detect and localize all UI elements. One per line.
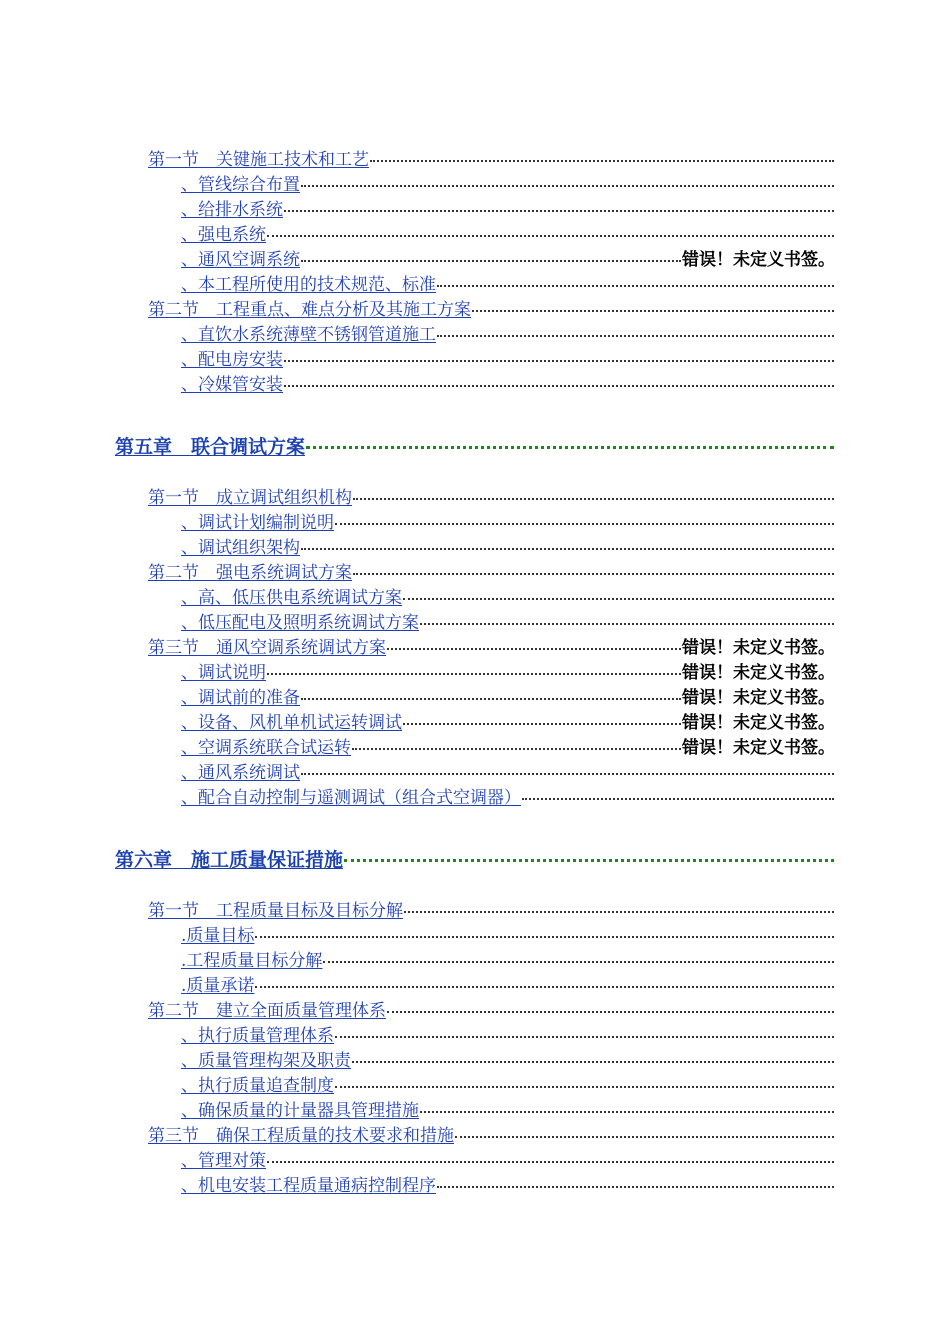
toc-item-entry[interactable] <box>181 511 835 535</box>
dot-leader <box>301 773 834 775</box>
toc-section-entry[interactable] <box>148 636 835 660</box>
toc-item-entry[interactable] <box>181 786 835 810</box>
bookmark-error-text: 错误！未定义书签。 <box>682 688 835 708</box>
dot-leader <box>323 961 834 963</box>
toc-item-entry[interactable] <box>181 1049 835 1073</box>
toc-entry-link[interactable]: 、高、低压供电系统调试方案 <box>181 588 402 608</box>
dot-leader <box>404 911 834 913</box>
toc-entry-link[interactable]: 、配合自动控制与遥测调试（组合式空调器） <box>181 788 521 808</box>
toc-entry-link[interactable]: 、机电安装工程质量通病控制程序 <box>181 1176 436 1196</box>
toc-item-entry[interactable] <box>181 223 835 247</box>
dot-leader <box>335 1086 834 1088</box>
toc-item-entry[interactable] <box>181 611 835 635</box>
dot-leader <box>420 1111 834 1113</box>
toc-item-entry[interactable] <box>181 686 835 710</box>
dot-leader <box>301 185 834 187</box>
toc-item-entry[interactable] <box>181 586 835 610</box>
toc-chapter-entry[interactable] <box>115 846 835 874</box>
toc-entry-link[interactable]: 第二节 工程重点、难点分析及其施工方案 <box>148 300 471 320</box>
toc-section-entry[interactable] <box>148 999 835 1023</box>
toc-entry-link[interactable]: 、通风系统调试 <box>181 763 300 783</box>
toc-entry-link[interactable]: 、管线综合布置 <box>181 175 300 195</box>
bookmark-error-text: 错误！未定义书签。 <box>682 713 835 733</box>
toc-entry-link[interactable]: .工程质量目标分解 <box>181 951 323 971</box>
toc-item-entry[interactable] <box>181 323 835 347</box>
dot-leader <box>344 859 834 862</box>
toc-item-entry[interactable] <box>181 1099 835 1123</box>
bookmark-error-text: 错误！未定义书签。 <box>682 663 835 683</box>
dot-leader <box>420 623 834 625</box>
dot-leader <box>387 648 681 650</box>
toc-item-entry[interactable] <box>181 736 835 760</box>
toc-entry-link[interactable]: 第三节 通风空调系统调试方案 <box>148 638 386 658</box>
dot-leader <box>306 446 834 449</box>
toc-entry-link[interactable]: 、调试组织架构 <box>181 538 300 558</box>
dot-leader <box>284 210 834 212</box>
toc-section-entry[interactable] <box>148 486 835 510</box>
toc-entry-link[interactable]: 第一节 成立调试组织机构 <box>148 488 352 508</box>
toc-entry-link[interactable]: 、设备、风机单机试运转调试 <box>181 713 402 733</box>
toc-chapter-entry[interactable] <box>115 433 835 461</box>
toc-item-entry[interactable] <box>181 1024 835 1048</box>
toc-item-entry[interactable] <box>181 761 835 785</box>
dot-leader <box>455 1136 834 1138</box>
toc-item-entry[interactable] <box>181 348 835 372</box>
toc-section-entry[interactable] <box>148 899 835 923</box>
dot-leader <box>472 310 834 312</box>
toc-entry-link[interactable]: 、调试前的准备 <box>181 688 300 708</box>
toc-entry-link[interactable]: 、质量管理构架及职责 <box>181 1051 351 1071</box>
dot-leader <box>403 598 834 600</box>
bookmark-error-text: 错误！未定义书签。 <box>682 638 835 658</box>
toc-entry-link[interactable]: 、直饮水系统薄壁不锈钢管道施工 <box>181 325 436 345</box>
dot-leader <box>267 673 681 675</box>
toc-entry-link[interactable]: 第一节 关键施工技术和工艺 <box>148 150 369 170</box>
toc-section-entry[interactable] <box>148 561 835 585</box>
dot-leader <box>353 573 834 575</box>
dot-leader <box>437 335 834 337</box>
toc-item-entry[interactable] <box>181 949 835 973</box>
toc-item-entry[interactable] <box>181 373 835 397</box>
dot-leader <box>370 160 834 162</box>
dot-leader <box>301 548 834 550</box>
toc-item-entry[interactable] <box>181 248 835 272</box>
toc-entry-link[interactable]: 、确保质量的计量器具管理措施 <box>181 1101 419 1121</box>
toc-section-entry[interactable] <box>148 298 835 322</box>
toc-item-entry[interactable] <box>181 711 835 735</box>
toc-entry-link[interactable]: 、调试计划编制说明 <box>181 513 334 533</box>
toc-entry-link[interactable]: 、空调系统联合试运转 <box>181 738 351 758</box>
bookmark-error-text: 错误！未定义书签。 <box>682 250 835 270</box>
toc-entry-link[interactable]: 、通风空调系统 <box>181 250 300 270</box>
toc-entry-link[interactable]: 第二节 强电系统调试方案 <box>148 563 352 583</box>
toc-section-entry[interactable] <box>148 1124 835 1148</box>
toc-item-entry[interactable] <box>181 198 835 222</box>
dot-leader <box>335 1036 834 1038</box>
dot-leader <box>437 1186 834 1188</box>
dot-leader <box>284 360 834 362</box>
toc-entry-link[interactable]: .质量承诺 <box>181 976 255 996</box>
toc-entry-link[interactable]: 、给排水系统 <box>181 200 283 220</box>
toc-entry-link[interactable]: 第六章 施工质量保证措施 <box>115 849 344 871</box>
dot-leader <box>301 260 681 262</box>
dot-leader <box>437 285 834 287</box>
bookmark-error-text: 错误！未定义书签。 <box>682 738 835 758</box>
toc-entry-link[interactable]: 、本工程所使用的技术规范、标准 <box>181 275 436 295</box>
dot-leader <box>353 498 834 500</box>
dot-leader <box>284 385 834 387</box>
toc-entry-link[interactable]: 第一节 工程质量目标及目标分解 <box>148 901 403 921</box>
dot-leader <box>267 235 834 237</box>
dot-leader <box>403 723 681 725</box>
toc-item-entry[interactable] <box>181 1074 835 1098</box>
toc-item-entry[interactable] <box>181 173 835 197</box>
toc-entry-link[interactable]: 、执行质量追查制度 <box>181 1076 334 1096</box>
dot-leader <box>352 1061 834 1063</box>
toc-item-entry[interactable] <box>181 1149 835 1173</box>
toc-entry-link[interactable]: 、低压配电及照明系统调试方案 <box>181 613 419 633</box>
toc-item-entry[interactable] <box>181 661 835 685</box>
toc-entry-link[interactable]: 第三节 确保工程质量的技术要求和措施 <box>148 1126 454 1146</box>
toc-entry-link[interactable]: .质量目标 <box>181 926 255 946</box>
toc-section-entry[interactable] <box>148 148 835 172</box>
toc-item-entry[interactable] <box>181 1174 835 1198</box>
toc-item-entry[interactable] <box>181 536 835 560</box>
toc-item-entry[interactable] <box>181 974 835 998</box>
toc-entry-link[interactable]: 第五章 联合调试方案 <box>115 436 306 458</box>
toc-entry-link[interactable]: 、管理对策 <box>181 1151 266 1171</box>
dot-leader <box>352 748 681 750</box>
dot-leader <box>387 1011 834 1013</box>
toc-entry-link[interactable]: 、调试说明 <box>181 663 266 683</box>
toc-entry-link[interactable]: 、配电房安装 <box>181 350 283 370</box>
dot-leader <box>255 986 834 988</box>
toc-entry-link[interactable]: 第二节 建立全面质量管理体系 <box>148 1001 386 1021</box>
dot-leader <box>301 698 681 700</box>
toc-item-entry[interactable] <box>181 273 835 297</box>
toc-item-entry[interactable] <box>181 924 835 948</box>
toc-entry-link[interactable]: 、执行质量管理体系 <box>181 1026 334 1046</box>
toc-entry-link[interactable]: 、强电系统 <box>181 225 266 245</box>
dot-leader <box>335 523 834 525</box>
toc-entry-link[interactable]: 、冷媒管安装 <box>181 375 283 395</box>
dot-leader <box>255 936 834 938</box>
dot-leader <box>522 798 834 800</box>
dot-leader <box>267 1161 834 1163</box>
